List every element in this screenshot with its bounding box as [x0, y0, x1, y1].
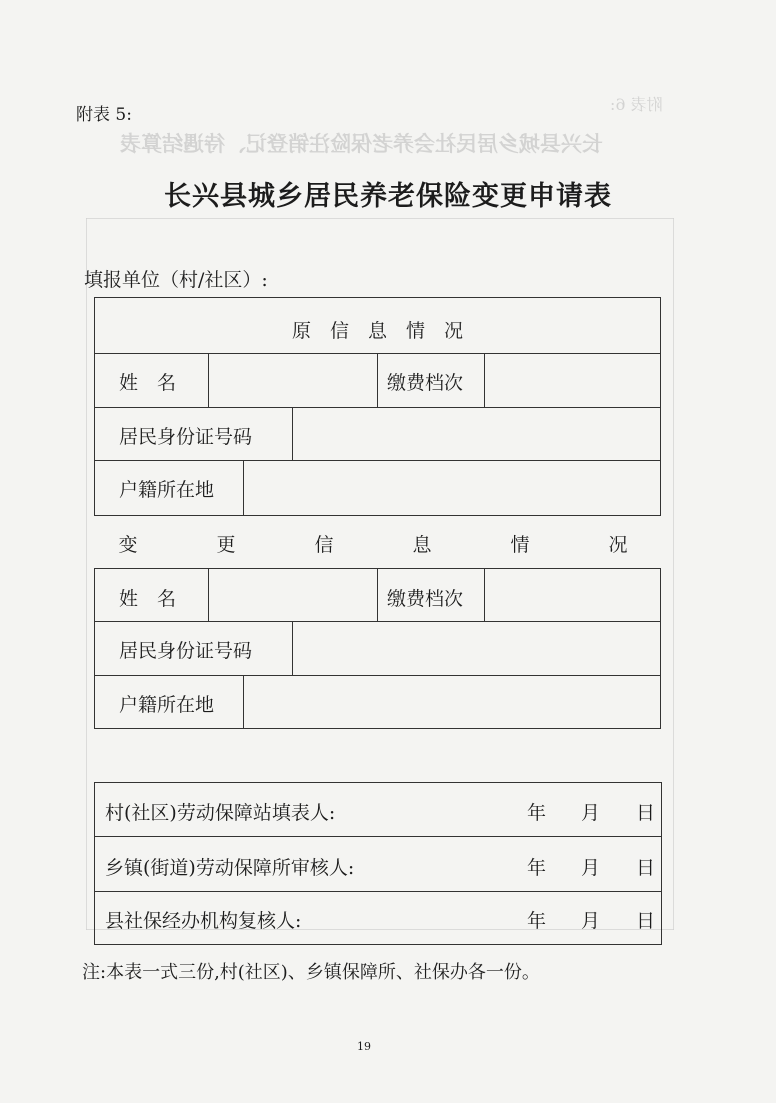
id-number-value[interactable]	[295, 408, 660, 459]
signature-row	[95, 836, 661, 892]
page-number: 19	[357, 1040, 371, 1053]
day-label: 日	[636, 910, 656, 932]
month-label: 月	[581, 857, 601, 879]
name-row	[95, 353, 660, 408]
id-number-value[interactable]	[295, 622, 660, 674]
year-label: 年	[527, 857, 547, 879]
changed-info-table	[94, 568, 661, 729]
original-info-section-title: 原 信 息 情 况	[291, 320, 463, 342]
household-address-label: 户籍所在地	[119, 694, 215, 716]
name-value[interactable]	[211, 354, 377, 406]
day-label: 日	[636, 801, 656, 824]
contribution-level-value[interactable]	[487, 354, 660, 406]
household-address-row	[95, 460, 660, 516]
name-label: 姓 名	[119, 587, 177, 610]
changed-info-section-title: 变 更 信 息 情 况	[118, 534, 658, 556]
signature-row	[95, 891, 661, 945]
signer-label: 村(社区)劳动保障站填表人:	[105, 801, 336, 824]
form-title: 长兴县城乡居民养老保险变更申请表	[164, 181, 612, 212]
bleed-through-line	[86, 218, 674, 219]
month-label: 月	[581, 910, 601, 932]
year-label: 年	[527, 910, 547, 932]
signature-row	[95, 782, 661, 837]
day-label: 日	[636, 857, 656, 879]
signature-table	[94, 782, 662, 945]
household-address-value[interactable]	[246, 676, 660, 727]
original-info-table	[94, 297, 661, 516]
signer-label: 县社保经办机构复核人:	[105, 910, 302, 932]
household-address-label: 户籍所在地	[119, 479, 215, 501]
bleed-through-text: 长兴县城乡居民社会养老保险注销登记、待遇结算表	[120, 131, 603, 156]
household-address-value[interactable]	[246, 461, 660, 514]
signer-label: 乡镇(街道)劳动保障所审核人:	[105, 857, 355, 879]
contribution-level-value[interactable]	[487, 568, 660, 620]
id-number-row	[95, 407, 660, 461]
year-label: 年	[527, 801, 547, 824]
name-row	[95, 568, 660, 622]
name-value[interactable]	[211, 568, 377, 620]
contribution-level-label: 缴费档次	[387, 587, 464, 610]
name-label: 姓 名	[119, 372, 177, 394]
bleed-through-line	[86, 218, 87, 930]
footnote: 注:本表一式三份,村(社区)、乡镇保障所、社保办各一份。	[82, 962, 540, 983]
household-address-row	[95, 675, 660, 729]
bleed-through-text: 附表 6:	[610, 95, 663, 114]
bleed-through-line	[673, 218, 674, 930]
id-number-label: 居民身份证号码	[119, 640, 253, 662]
id-number-label: 居民身份证号码	[119, 426, 253, 448]
contribution-level-label: 缴费档次	[387, 372, 464, 394]
id-number-row	[95, 621, 660, 676]
month-label: 月	[581, 801, 601, 824]
annex-label: 附表 5:	[76, 105, 132, 125]
filling-unit-label: 填报单位（村/社区）:	[84, 269, 268, 291]
